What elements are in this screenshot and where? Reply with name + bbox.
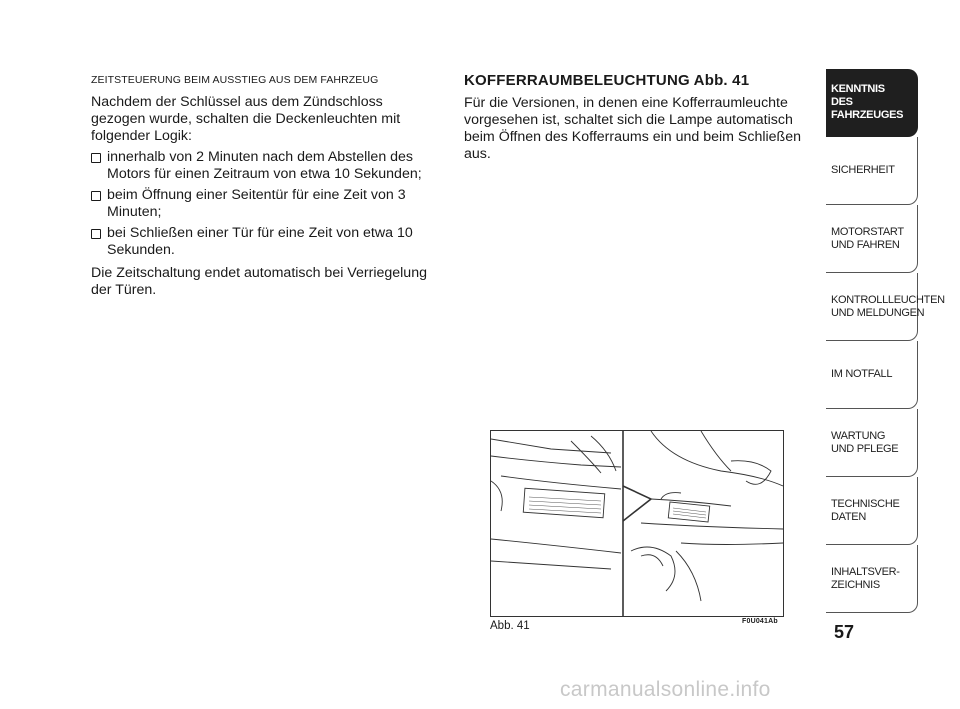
figure-code: F0U041Ab (742, 618, 778, 625)
tab-kenntnis[interactable]: KENNTNIS DES FAHRZEUGES (826, 69, 918, 137)
list-item: beim Öffnung einer Seitentür für eine Zeit von 3 Minuten; (91, 187, 436, 221)
right-column (464, 72, 814, 167)
bullet-list (91, 149, 436, 259)
trunk-light-illustration (491, 431, 783, 616)
left-column (91, 74, 436, 303)
list-item: bei Schließen einer Tür für eine Zeit von etwa 10 Sekunden. (91, 225, 436, 259)
trunk-light-paragraph: Für die Versionen, in denen eine Kofferraumleuchte vorgesehen ist, schaltet sich die Lampe automatisch beim Öffnen des Kofferraums ein und beim Schließen aus. (464, 95, 802, 162)
section-title-trunk-light: KOFFERRAUMBELEUCHTUNG Abb. 41 (464, 72, 750, 89)
outro-paragraph: Die Zeitschaltung endet automatisch bei Verriegelung der Türen. (91, 265, 427, 298)
page-number: 57 (834, 622, 855, 642)
checkbox-bullet-icon (91, 191, 101, 201)
tab-sicherheit[interactable]: SICHERHEIT (826, 137, 918, 205)
checkbox-bullet-icon (91, 229, 101, 239)
tab-kontrollleuchten[interactable]: KONTROLLLEUCHTEN UND MELDUNGEN (826, 273, 918, 341)
section-heading-timer: ZEITSTEUERUNG BEIM AUSSTIEG AUS DEM FAHRZEUG (91, 74, 379, 86)
checkbox-bullet-icon (91, 153, 101, 163)
list-item: innerhalb von 2 Minuten nach dem Abstellen des Motors für einen Zeitraum von etwa 10 Sekunden; (91, 149, 436, 183)
intro-paragraph: Nachdem der Schlüssel aus dem Zündschloss gezogen wurde, schalten die Deckenleuchten mit folgender Logik: (91, 94, 401, 144)
tab-im-notfall[interactable]: IM NOTFALL (826, 341, 918, 409)
tab-wartung[interactable]: WARTUNG UND PFLEGE (826, 409, 918, 477)
watermark: carmanualsonline.info (560, 678, 771, 701)
figure-caption: Abb. 41 (490, 620, 530, 632)
tab-motorstart[interactable]: MOTORSTART UND FAHREN (826, 205, 918, 273)
tab-inhaltsverzeichnis[interactable]: INHALTSVER- ZEICHNIS (826, 545, 918, 613)
chapter-sidebar (826, 69, 945, 613)
trunk-light-figure (490, 430, 784, 617)
tab-technische-daten[interactable]: TECHNISCHE DATEN (826, 477, 918, 545)
